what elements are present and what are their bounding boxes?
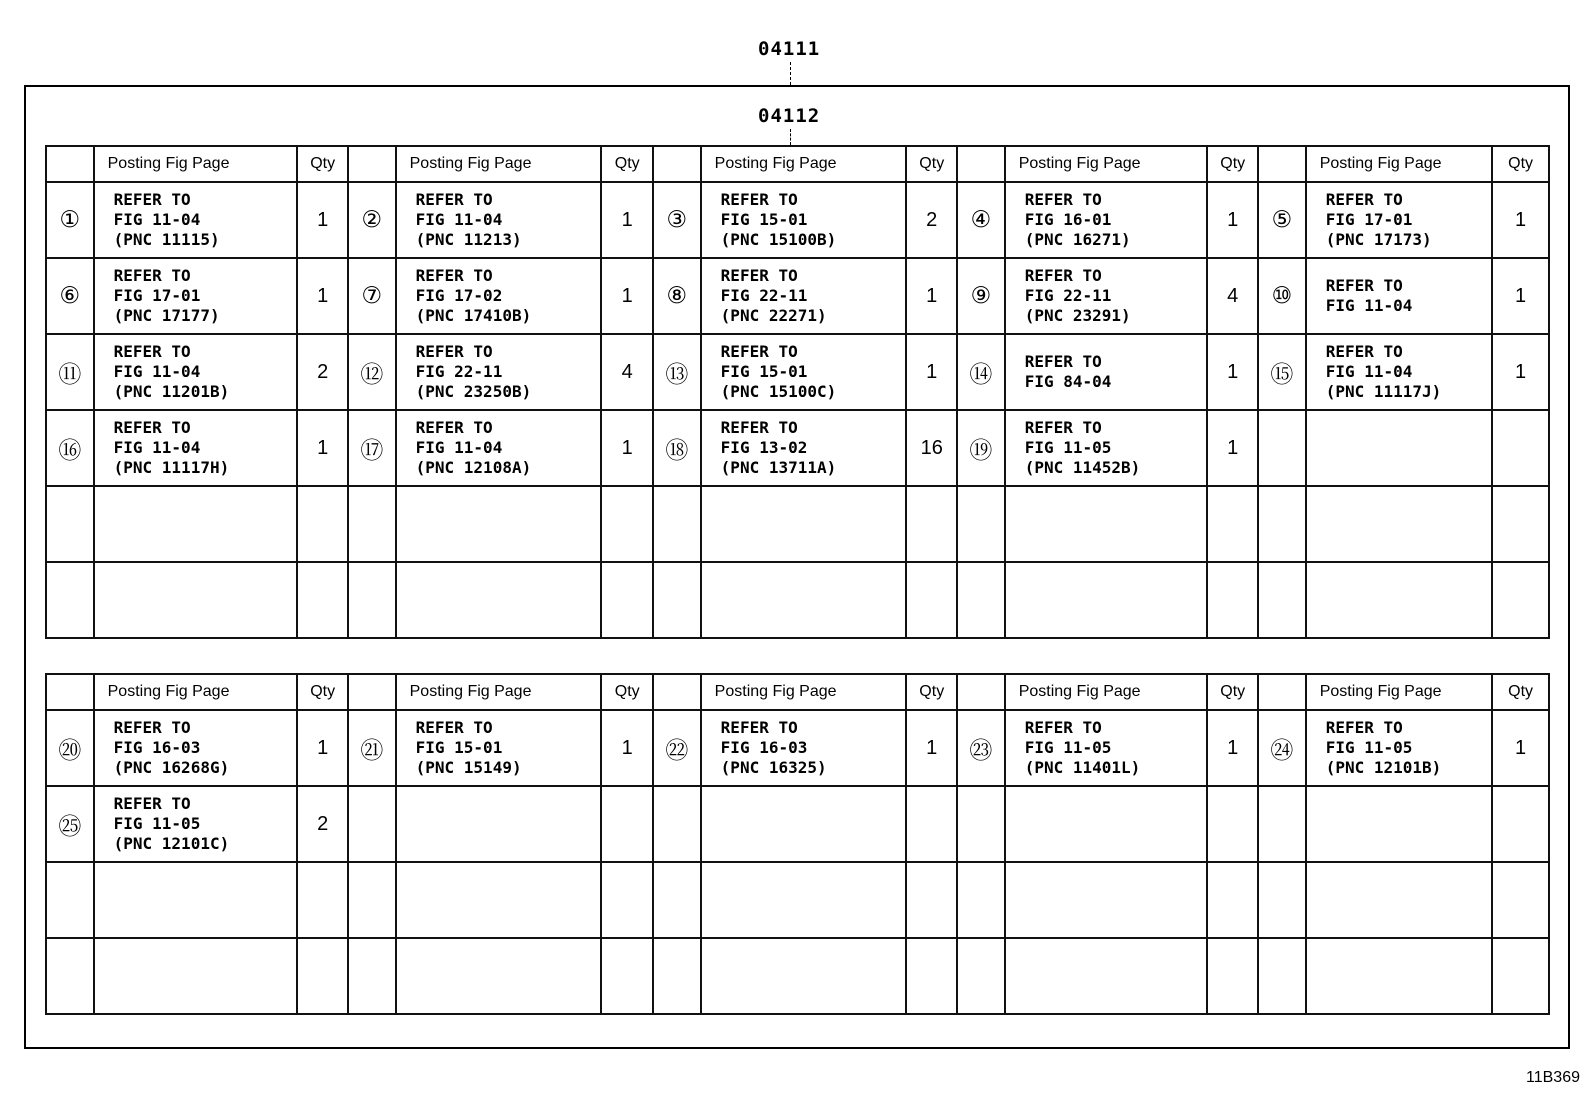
item-number: ⑰ bbox=[348, 410, 396, 486]
reference-line: (PNC 15100B) bbox=[720, 230, 837, 249]
item-number: ① bbox=[46, 182, 94, 258]
inner-label-leader bbox=[790, 129, 791, 145]
reference-line: REFER TO bbox=[1325, 342, 1403, 361]
posting-reference bbox=[396, 182, 602, 258]
header-number-cell bbox=[957, 146, 1005, 182]
reference-line: (PNC 11117H) bbox=[113, 458, 230, 477]
quantity bbox=[297, 486, 348, 562]
quantity: 1 bbox=[297, 258, 348, 334]
reference-line: FIG 11-04 bbox=[113, 438, 201, 457]
header-posting: Posting Fig Page bbox=[1005, 146, 1208, 182]
posting-reference bbox=[396, 334, 602, 410]
item-number: ⑱ bbox=[653, 410, 701, 486]
quantity bbox=[906, 562, 957, 638]
posting-reference bbox=[1306, 486, 1492, 562]
item-number bbox=[957, 786, 1005, 862]
posting-reference bbox=[94, 334, 298, 410]
reference-line: REFER TO bbox=[415, 418, 493, 437]
table-row bbox=[46, 710, 1549, 786]
reference-line: (PNC 12101B) bbox=[1325, 758, 1442, 777]
reference-line: REFER TO bbox=[720, 718, 798, 737]
table-row bbox=[46, 182, 1549, 258]
header-posting: Posting Fig Page bbox=[396, 674, 602, 710]
item-number bbox=[348, 938, 396, 1014]
posting-reference bbox=[396, 938, 602, 1014]
reference-line: REFER TO bbox=[1024, 190, 1102, 209]
item-number bbox=[46, 938, 94, 1014]
quantity: 16 bbox=[906, 410, 957, 486]
quantity: 1 bbox=[1492, 710, 1549, 786]
reference-line: REFER TO bbox=[415, 342, 493, 361]
item-number bbox=[1258, 562, 1306, 638]
item-number: ③ bbox=[653, 182, 701, 258]
table-row bbox=[46, 334, 1549, 410]
posting-reference bbox=[1005, 182, 1208, 258]
outer-group-label: 04111 bbox=[758, 38, 821, 60]
quantity bbox=[601, 938, 653, 1014]
header-qty: Qty bbox=[1492, 146, 1549, 182]
header-qty: Qty bbox=[601, 674, 653, 710]
item-number: ㉕ bbox=[46, 786, 94, 862]
reference-line: FIG 22-11 bbox=[415, 362, 503, 381]
header-number-cell bbox=[957, 674, 1005, 710]
header-qty: Qty bbox=[297, 674, 348, 710]
item-number: ⑪ bbox=[46, 334, 94, 410]
posting-reference bbox=[1306, 862, 1492, 938]
reference-line: FIG 16-01 bbox=[1024, 210, 1112, 229]
item-number bbox=[957, 938, 1005, 1014]
quantity: 1 bbox=[601, 258, 653, 334]
quantity: 1 bbox=[906, 258, 957, 334]
posting-reference bbox=[396, 410, 602, 486]
table-row bbox=[46, 258, 1549, 334]
posting-reference bbox=[396, 562, 602, 638]
header-qty: Qty bbox=[1492, 674, 1549, 710]
reference-line: REFER TO bbox=[1325, 276, 1403, 295]
posting-reference bbox=[1005, 862, 1208, 938]
reference-line: FIG 15-01 bbox=[415, 738, 503, 757]
reference-line: FIG 11-04 bbox=[1325, 362, 1413, 381]
quantity: 1 bbox=[1207, 410, 1258, 486]
reference-line: REFER TO bbox=[1325, 190, 1403, 209]
reference-line: (PNC 11115) bbox=[113, 230, 220, 249]
reference-line: FIG 22-11 bbox=[720, 286, 808, 305]
quantity bbox=[297, 862, 348, 938]
item-number bbox=[1258, 862, 1306, 938]
reference-line: FIG 16-03 bbox=[720, 738, 808, 757]
posting-reference bbox=[1005, 334, 1208, 410]
reference-line: FIG 15-01 bbox=[720, 362, 808, 381]
header-qty: Qty bbox=[601, 146, 653, 182]
reference-line: REFER TO bbox=[720, 342, 798, 361]
item-number: ⑤ bbox=[1258, 182, 1306, 258]
table-row bbox=[46, 562, 1549, 638]
reference-line: FIG 11-04 bbox=[415, 210, 503, 229]
item-number: ⑥ bbox=[46, 258, 94, 334]
reference-line: REFER TO bbox=[720, 266, 798, 285]
posting-reference bbox=[94, 938, 298, 1014]
quantity bbox=[601, 786, 653, 862]
posting-reference bbox=[396, 862, 602, 938]
reference-line: FIG 15-01 bbox=[720, 210, 808, 229]
header-number-cell bbox=[348, 674, 396, 710]
reference-line: FIG 11-04 bbox=[415, 438, 503, 457]
header-posting: Posting Fig Page bbox=[1005, 674, 1208, 710]
reference-line: FIG 13-02 bbox=[720, 438, 808, 457]
quantity bbox=[601, 862, 653, 938]
header-number-cell bbox=[1258, 146, 1306, 182]
item-number bbox=[957, 486, 1005, 562]
quantity bbox=[601, 562, 653, 638]
item-number bbox=[653, 562, 701, 638]
item-number: ㉓ bbox=[957, 710, 1005, 786]
quantity: 2 bbox=[297, 786, 348, 862]
reference-line: REFER TO bbox=[113, 342, 191, 361]
header-row bbox=[46, 146, 1549, 182]
quantity: 1 bbox=[297, 410, 348, 486]
quantity bbox=[906, 786, 957, 862]
item-number bbox=[957, 862, 1005, 938]
header-qty: Qty bbox=[1207, 674, 1258, 710]
posting-reference bbox=[396, 258, 602, 334]
posting-reference bbox=[396, 710, 602, 786]
header-number-cell bbox=[653, 146, 701, 182]
quantity bbox=[1492, 486, 1549, 562]
reference-line: (PNC 17410B) bbox=[415, 306, 532, 325]
reference-line: (PNC 16271) bbox=[1024, 230, 1131, 249]
quantity: 1 bbox=[906, 710, 957, 786]
quantity bbox=[1207, 862, 1258, 938]
reference-line: (PNC 23250B) bbox=[415, 382, 532, 401]
item-number: ⑦ bbox=[348, 258, 396, 334]
item-number bbox=[653, 938, 701, 1014]
reference-line: FIG 11-04 bbox=[113, 210, 201, 229]
quantity bbox=[906, 486, 957, 562]
reference-line: REFER TO bbox=[113, 718, 191, 737]
reference-line: FIG 22-11 bbox=[1024, 286, 1112, 305]
header-qty: Qty bbox=[906, 146, 957, 182]
quantity bbox=[1207, 562, 1258, 638]
reference-line: REFER TO bbox=[1024, 352, 1102, 371]
posting-reference bbox=[1005, 710, 1208, 786]
posting-reference bbox=[1306, 938, 1492, 1014]
posting-reference bbox=[701, 182, 907, 258]
posting-reference bbox=[94, 562, 298, 638]
posting-reference bbox=[94, 258, 298, 334]
reference-line: REFER TO bbox=[113, 266, 191, 285]
posting-reference bbox=[94, 182, 298, 258]
posting-reference bbox=[1306, 410, 1492, 486]
reference-line: REFER TO bbox=[415, 190, 493, 209]
quantity: 1 bbox=[1492, 258, 1549, 334]
quantity bbox=[297, 938, 348, 1014]
quantity: 1 bbox=[297, 710, 348, 786]
item-number: ⑨ bbox=[957, 258, 1005, 334]
quantity bbox=[601, 486, 653, 562]
posting-reference bbox=[396, 786, 602, 862]
table-row bbox=[46, 786, 1549, 862]
header-number-cell bbox=[653, 674, 701, 710]
quantity: 1 bbox=[1207, 710, 1258, 786]
reference-line: FIG 16-03 bbox=[113, 738, 201, 757]
reference-line: FIG 17-01 bbox=[113, 286, 201, 305]
reference-line: REFER TO bbox=[720, 418, 798, 437]
header-number-cell bbox=[348, 146, 396, 182]
posting-reference bbox=[1306, 786, 1492, 862]
posting-reference bbox=[701, 938, 907, 1014]
posting-reference bbox=[94, 710, 298, 786]
header-number-cell bbox=[46, 674, 94, 710]
quantity: 1 bbox=[297, 182, 348, 258]
quantity: 1 bbox=[601, 710, 653, 786]
posting-reference bbox=[1306, 182, 1492, 258]
reference-line: (PNC 17177) bbox=[113, 306, 220, 325]
header-posting: Posting Fig Page bbox=[94, 146, 298, 182]
header-qty: Qty bbox=[297, 146, 348, 182]
quantity: 1 bbox=[906, 334, 957, 410]
item-number: ㉒ bbox=[653, 710, 701, 786]
item-number bbox=[653, 486, 701, 562]
reference-line: (PNC 22271) bbox=[720, 306, 827, 325]
item-number bbox=[1258, 410, 1306, 486]
reference-line: REFER TO bbox=[113, 418, 191, 437]
header-row bbox=[46, 674, 1549, 710]
quantity bbox=[1492, 786, 1549, 862]
item-number bbox=[653, 786, 701, 862]
posting-reference bbox=[1306, 334, 1492, 410]
posting-reference bbox=[1005, 410, 1208, 486]
quantity: 4 bbox=[601, 334, 653, 410]
reference-line: FIG 11-05 bbox=[113, 814, 201, 833]
reference-line: REFER TO bbox=[1024, 718, 1102, 737]
posting-reference bbox=[94, 786, 298, 862]
item-number: ⑭ bbox=[957, 334, 1005, 410]
quantity: 1 bbox=[1207, 182, 1258, 258]
posting-reference bbox=[701, 710, 907, 786]
quantity: 2 bbox=[906, 182, 957, 258]
quantity: 1 bbox=[1492, 334, 1549, 410]
quantity bbox=[1207, 486, 1258, 562]
reference-line: REFER TO bbox=[1024, 418, 1102, 437]
item-number: ④ bbox=[957, 182, 1005, 258]
quantity bbox=[1207, 938, 1258, 1014]
quantity: 4 bbox=[1207, 258, 1258, 334]
posting-reference bbox=[94, 862, 298, 938]
quantity bbox=[1492, 562, 1549, 638]
reference-line: (PNC 16325) bbox=[720, 758, 827, 777]
reference-line: (PNC 13711A) bbox=[720, 458, 837, 477]
reference-line: REFER TO bbox=[415, 718, 493, 737]
posting-reference bbox=[1306, 258, 1492, 334]
quantity: 1 bbox=[601, 182, 653, 258]
header-posting: Posting Fig Page bbox=[1306, 674, 1492, 710]
item-number: ⑬ bbox=[653, 334, 701, 410]
header-posting: Posting Fig Page bbox=[1306, 146, 1492, 182]
posting-reference bbox=[1005, 258, 1208, 334]
reference-line: (PNC 15149) bbox=[415, 758, 522, 777]
reference-line: (PNC 15100C) bbox=[720, 382, 837, 401]
posting-reference bbox=[94, 486, 298, 562]
quantity: 1 bbox=[1207, 334, 1258, 410]
quantity bbox=[906, 938, 957, 1014]
header-qty: Qty bbox=[1207, 146, 1258, 182]
posting-reference bbox=[701, 334, 907, 410]
header-posting: Posting Fig Page bbox=[94, 674, 298, 710]
item-number bbox=[348, 862, 396, 938]
reference-line: FIG 11-04 bbox=[113, 362, 201, 381]
posting-reference bbox=[701, 486, 907, 562]
item-number: ㉔ bbox=[1258, 710, 1306, 786]
reference-line: FIG 11-05 bbox=[1024, 438, 1112, 457]
quantity: 1 bbox=[601, 410, 653, 486]
posting-reference bbox=[1005, 938, 1208, 1014]
header-posting: Posting Fig Page bbox=[396, 146, 602, 182]
header-posting: Posting Fig Page bbox=[701, 674, 907, 710]
quantity bbox=[297, 562, 348, 638]
posting-reference bbox=[1306, 710, 1492, 786]
reference-line: REFER TO bbox=[1325, 718, 1403, 737]
quantity bbox=[1492, 938, 1549, 1014]
item-number: ㉑ bbox=[348, 710, 396, 786]
outer-label-leader bbox=[790, 62, 791, 85]
item-number bbox=[1258, 486, 1306, 562]
reference-line: FIG 11-05 bbox=[1024, 738, 1112, 757]
reference-line: FIG 11-05 bbox=[1325, 738, 1413, 757]
reference-line: (PNC 17173) bbox=[1325, 230, 1432, 249]
table-row bbox=[46, 410, 1549, 486]
item-number bbox=[348, 486, 396, 562]
item-number: ⑫ bbox=[348, 334, 396, 410]
item-number: ⑮ bbox=[1258, 334, 1306, 410]
table-row bbox=[46, 486, 1549, 562]
item-number bbox=[957, 562, 1005, 638]
quantity bbox=[1207, 786, 1258, 862]
reference-line: REFER TO bbox=[113, 794, 191, 813]
item-number: ② bbox=[348, 182, 396, 258]
item-number: ⑧ bbox=[653, 258, 701, 334]
reference-line: (PNC 11452B) bbox=[1024, 458, 1141, 477]
reference-line: (PNC 11401L) bbox=[1024, 758, 1141, 777]
item-number: ⑯ bbox=[46, 410, 94, 486]
item-number bbox=[653, 862, 701, 938]
posting-reference bbox=[701, 786, 907, 862]
reference-line: (PNC 12108A) bbox=[415, 458, 532, 477]
reference-line: FIG 11-04 bbox=[1325, 296, 1413, 315]
reference-line: REFER TO bbox=[113, 190, 191, 209]
quantity: 2 bbox=[297, 334, 348, 410]
reference-line: (PNC 23291) bbox=[1024, 306, 1131, 325]
posting-reference bbox=[701, 410, 907, 486]
header-qty: Qty bbox=[906, 674, 957, 710]
reference-line: (PNC 11201B) bbox=[113, 382, 230, 401]
reference-line: (PNC 16268G) bbox=[113, 758, 230, 777]
reference-line: FIG 17-01 bbox=[1325, 210, 1413, 229]
reference-line: FIG 84-04 bbox=[1024, 372, 1112, 391]
quantity bbox=[1492, 862, 1549, 938]
item-number bbox=[46, 862, 94, 938]
header-posting: Posting Fig Page bbox=[701, 146, 907, 182]
quantity: 1 bbox=[1492, 182, 1549, 258]
item-number bbox=[348, 786, 396, 862]
posting-reference bbox=[701, 862, 907, 938]
reference-line: FIG 17-02 bbox=[415, 286, 503, 305]
item-number: ⑳ bbox=[46, 710, 94, 786]
table-row bbox=[46, 862, 1549, 938]
quantity bbox=[906, 862, 957, 938]
item-number bbox=[1258, 786, 1306, 862]
posting-reference bbox=[1306, 562, 1492, 638]
item-number bbox=[348, 562, 396, 638]
parts-table-1 bbox=[45, 145, 1550, 639]
posting-reference bbox=[1005, 562, 1208, 638]
item-number bbox=[1258, 938, 1306, 1014]
item-number bbox=[46, 486, 94, 562]
reference-line: REFER TO bbox=[1024, 266, 1102, 285]
posting-reference bbox=[396, 486, 602, 562]
inner-group-label: 04112 bbox=[758, 105, 821, 127]
table-row bbox=[46, 938, 1549, 1014]
reference-line: REFER TO bbox=[415, 266, 493, 285]
quantity bbox=[1492, 410, 1549, 486]
reference-line: (PNC 11117J) bbox=[1325, 382, 1442, 401]
header-number-cell bbox=[1258, 674, 1306, 710]
reference-line: (PNC 11213) bbox=[415, 230, 522, 249]
header-number-cell bbox=[46, 146, 94, 182]
posting-reference bbox=[701, 258, 907, 334]
item-number: ⑩ bbox=[1258, 258, 1306, 334]
posting-reference bbox=[701, 562, 907, 638]
posting-reference bbox=[1005, 486, 1208, 562]
reference-line: REFER TO bbox=[720, 190, 798, 209]
parts-table-2 bbox=[45, 673, 1550, 1015]
image-id: 11B369 bbox=[1526, 1069, 1580, 1086]
item-number: ⑲ bbox=[957, 410, 1005, 486]
reference-line: (PNC 12101C) bbox=[113, 834, 230, 853]
posting-reference bbox=[94, 410, 298, 486]
item-number bbox=[46, 562, 94, 638]
posting-reference bbox=[1005, 786, 1208, 862]
